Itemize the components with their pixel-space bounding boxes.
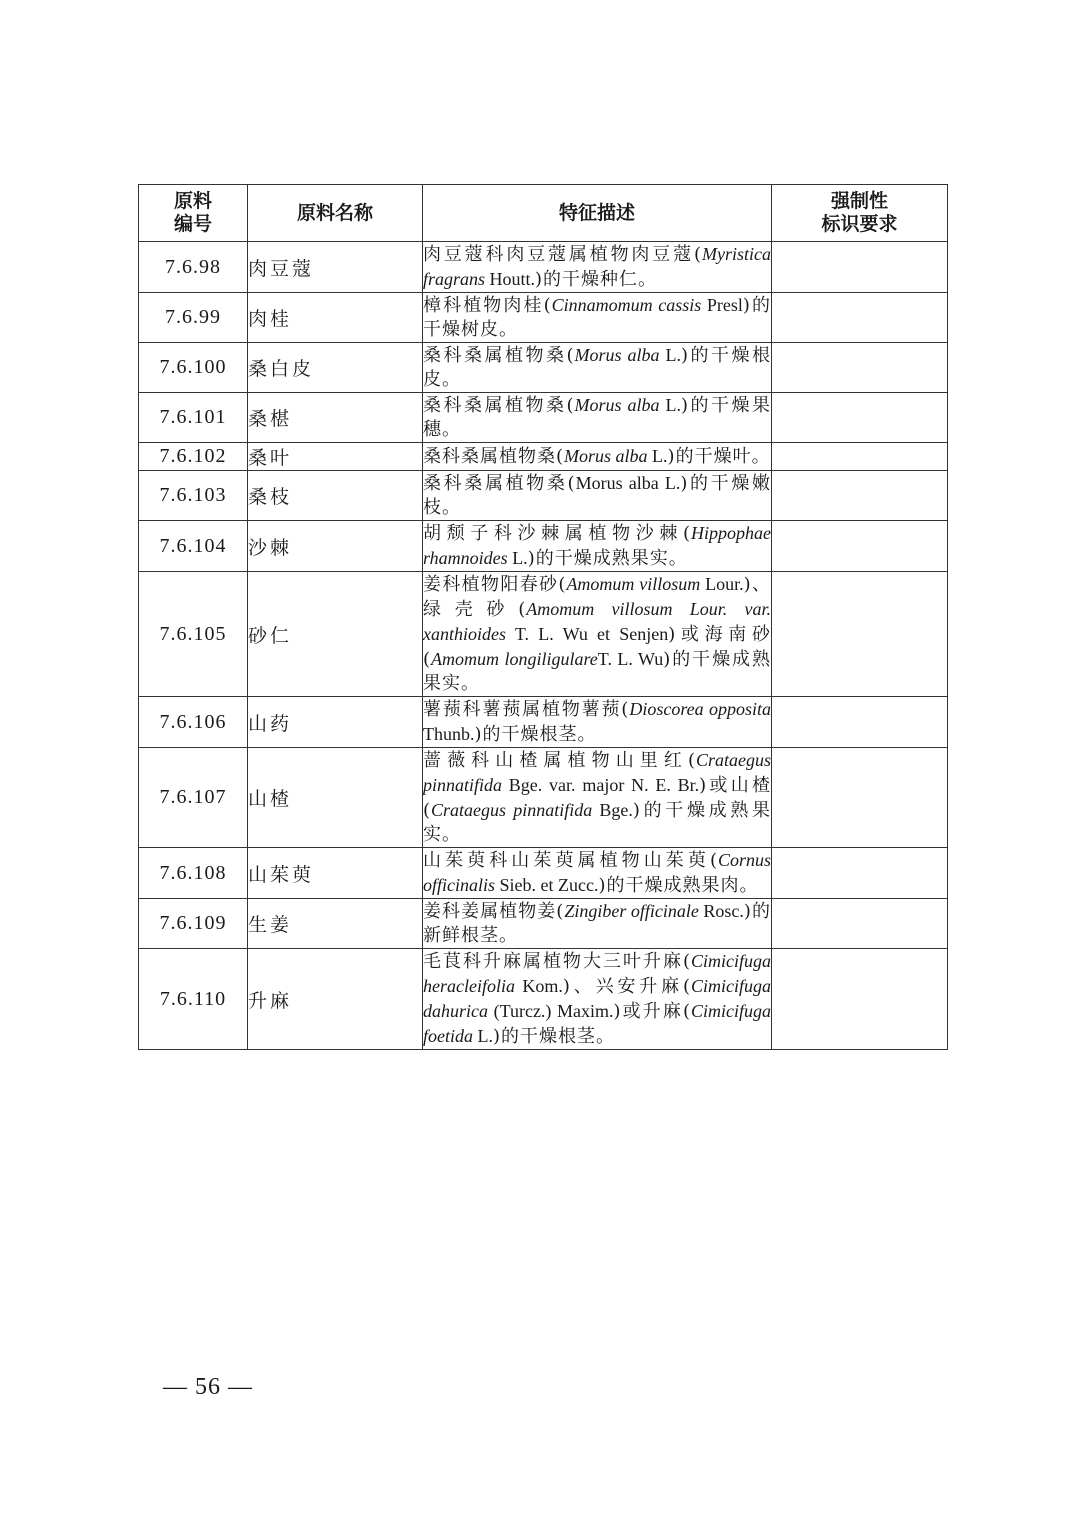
mandatory-label-requirement-cell [772, 242, 948, 293]
description-text: Sieb. et Zucc. [495, 875, 599, 895]
feature-description-cell [423, 748, 772, 848]
material-name-cell: 桑枝 [248, 471, 423, 521]
material-code-cell: 7.6.102 [139, 443, 248, 471]
table-row [139, 697, 948, 748]
header-mandatory-label-requirement: 强制性 标识要求 [772, 185, 948, 242]
table-row [139, 899, 948, 949]
latin-species-name: Cimicifuga heracleifolia [423, 951, 771, 996]
description-text: )、绿壳砂( [423, 574, 771, 620]
description-text: 胡颓子科沙棘属植物沙棘( [423, 523, 691, 544]
feature-description-cell [423, 697, 772, 748]
description-text: L. [473, 1026, 493, 1046]
description-text: )的干燥成熟果肉。 [598, 875, 759, 896]
table-row [139, 572, 948, 697]
description-text: T. L. Wu et Senjen [506, 624, 669, 644]
material-code-cell: 7.6.106 [139, 697, 248, 748]
description-text: )的干燥根茎。 [474, 724, 597, 745]
mandatory-label-requirement-cell [772, 949, 948, 1050]
latin-species-name: Amomum villosum Lour. var. xanthioides [423, 599, 771, 644]
description-text: 肉豆蔻科肉豆蔻属植物肉豆蔻( [423, 244, 702, 265]
description-text: L. [659, 395, 681, 415]
mandatory-label-requirement-cell [772, 848, 948, 899]
feature-description-cell [423, 443, 772, 471]
latin-species-name: Dioscorea opposita [629, 699, 772, 719]
latin-species-name: Zingiber officinale [564, 901, 699, 921]
header-material-code: 原料 编号 [139, 185, 248, 242]
material-code-cell: 7.6.109 [139, 899, 248, 949]
latin-species-name: Amomum villosum [566, 574, 701, 594]
material-code-cell: 7.6.98 [139, 242, 248, 293]
feature-description-cell [423, 521, 772, 572]
feature-description-cell [423, 393, 772, 443]
latin-species-name: Morus alba [574, 345, 660, 365]
description-text: Houtt. [485, 269, 536, 289]
table-header-row [139, 185, 948, 242]
feature-description-cell [423, 949, 772, 1050]
description-text: )或山楂( [423, 775, 771, 821]
material-name-cell: 桑叶 [248, 443, 423, 471]
mandatory-label-requirement-cell [772, 697, 948, 748]
mandatory-label-requirement-cell [772, 572, 948, 697]
description-text: )的干燥根皮。 [423, 345, 771, 390]
feature-description-cell [423, 848, 772, 899]
description-text: 毛茛科升麻属植物大三叶升麻( [423, 951, 691, 972]
description-text: )的干燥成熟果实。 [423, 649, 771, 694]
description-text: )的干燥叶。 [667, 446, 771, 467]
description-text: 姜科姜属植物姜( [423, 901, 565, 922]
latin-species-name: Myristica fragrans [423, 244, 771, 289]
latin-species-name: Morus alba [564, 446, 648, 466]
description-text: 桑科桑属植物桑( [423, 446, 565, 467]
table-row [139, 343, 948, 393]
description-text: 蔷薇科山楂属植物山里红( [423, 750, 696, 771]
description-text: Presl [701, 295, 743, 315]
material-name-cell: 山楂 [248, 748, 423, 848]
latin-species-name: Amomum longiligulare [431, 649, 598, 669]
material-code-cell: 7.6.104 [139, 521, 248, 572]
material-code-cell: 7.6.108 [139, 848, 248, 899]
description-text: )的干燥嫩枝。 [423, 473, 771, 518]
material-name-cell: 桑椹 [248, 393, 423, 443]
description-text: 薯蓣科薯蓣属植物薯蓣( [423, 699, 630, 720]
description-text: )的干燥成熟果实。 [527, 548, 688, 569]
materials-table [138, 184, 948, 1050]
feature-description-cell [423, 899, 772, 949]
table-row [139, 242, 948, 293]
description-text: (Turcz.) Maxim. [488, 1001, 614, 1021]
material-code-cell: 7.6.99 [139, 293, 248, 343]
material-code-cell: 7.6.110 [139, 949, 248, 1050]
table-row [139, 949, 948, 1050]
description-text: )的干燥成熟果实。 [423, 800, 772, 845]
table-row [139, 748, 948, 848]
latin-species-name: Cimicifuga foetida [423, 1001, 771, 1046]
mandatory-label-requirement-cell [772, 471, 948, 521]
description-text: L. [507, 548, 528, 568]
latin-species-name: Morus alba [574, 395, 660, 415]
material-name-cell: 沙棘 [248, 521, 423, 572]
description-text: )的新鲜根茎。 [423, 901, 771, 946]
description-text: )的干燥树皮。 [423, 295, 771, 340]
table-row [139, 393, 948, 443]
description-text: Bge. var. major N. E. Br. [502, 775, 700, 795]
material-code-cell: 7.6.107 [139, 748, 248, 848]
materials-table-container [138, 184, 947, 1050]
latin-species-name: Cinnamomum cassis [551, 295, 702, 315]
description-text: )、兴安升麻( [562, 976, 692, 997]
material-code-cell: 7.6.105 [139, 572, 248, 697]
material-name-cell: 山药 [248, 697, 423, 748]
description-text: L. [647, 446, 668, 466]
mandatory-label-requirement-cell [772, 521, 948, 572]
mandatory-label-requirement-cell [772, 748, 948, 848]
table-body [139, 242, 948, 1050]
latin-species-name: Hippophae rhamnoides [423, 523, 771, 568]
description-text: Bge. [592, 800, 633, 820]
mandatory-label-requirement-cell [772, 393, 948, 443]
table-row [139, 521, 948, 572]
header-feature-description: 特征描述 [423, 185, 772, 242]
latin-species-name: Cimicifuga dahurica [423, 976, 772, 1021]
description-text: T. L. Wu [597, 649, 664, 669]
description-text: 桑科桑属植物桑( [423, 473, 576, 494]
table-row [139, 471, 948, 521]
description-text: )或海南砂( [423, 624, 771, 670]
description-text: 姜科植物阳春砂( [423, 574, 567, 595]
description-text: )的干燥种仁。 [535, 269, 658, 290]
material-name-cell: 生姜 [248, 899, 423, 949]
description-text: 桑科桑属植物桑( [423, 395, 575, 416]
table-row [139, 443, 948, 471]
mandatory-label-requirement-cell [772, 293, 948, 343]
description-text: Lour. [700, 574, 744, 594]
description-text: )或升麻( [613, 1001, 691, 1022]
material-name-cell: 升麻 [248, 949, 423, 1050]
description-text: 桑科桑属植物桑( [423, 345, 575, 366]
material-code-cell: 7.6.101 [139, 393, 248, 443]
latin-species-name: Cornus officinalis [423, 850, 771, 895]
feature-description-cell [423, 343, 772, 393]
description-text: Thunb. [423, 724, 475, 744]
description-text: )的干燥根茎。 [493, 1026, 616, 1047]
feature-description-cell [423, 572, 772, 697]
material-name-cell: 桑白皮 [248, 343, 423, 393]
mandatory-label-requirement-cell [772, 899, 948, 949]
header-material-name: 原料名称 [248, 185, 423, 242]
description-text: 樟科植物肉桂( [423, 295, 552, 316]
material-name-cell: 山茱萸 [248, 848, 423, 899]
description-text: Morus alba L. [575, 473, 681, 493]
latin-species-name: Crataegus pinnatifida [431, 800, 593, 820]
description-text: )的干燥果穗。 [423, 395, 771, 440]
description-text: 山茱萸科山茱萸属植物山茱萸( [423, 850, 718, 871]
material-name-cell: 砂仁 [248, 572, 423, 697]
description-text: Rosc. [698, 901, 744, 921]
feature-description-cell [423, 471, 772, 521]
description-text: L. [659, 345, 681, 365]
material-code-cell: 7.6.100 [139, 343, 248, 393]
material-name-cell: 肉桂 [248, 293, 423, 343]
page-number: — 56 — [163, 1374, 253, 1400]
mandatory-label-requirement-cell [772, 443, 948, 471]
material-code-cell: 7.6.103 [139, 471, 248, 521]
table-row [139, 293, 948, 343]
table-row [139, 848, 948, 899]
feature-description-cell [423, 293, 772, 343]
description-text: Kom. [514, 976, 563, 996]
feature-description-cell [423, 242, 772, 293]
material-name-cell: 肉豆蔻 [248, 242, 423, 293]
mandatory-label-requirement-cell [772, 343, 948, 393]
latin-species-name: Crataegus pinnatifida [423, 750, 771, 795]
